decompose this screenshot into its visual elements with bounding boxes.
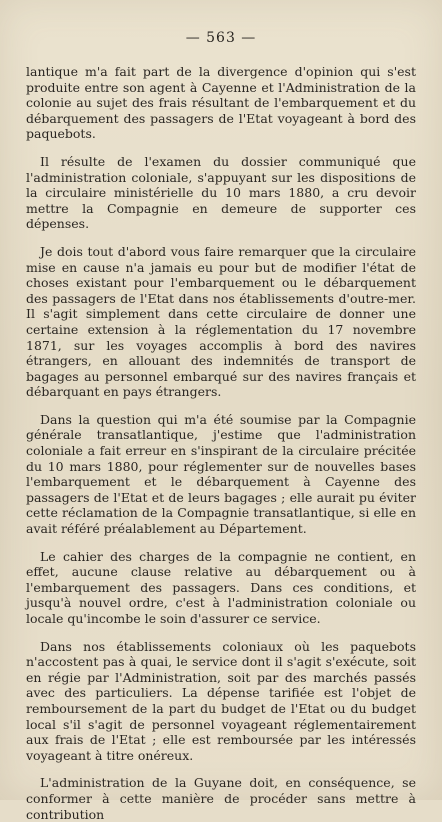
paragraph-3: Je dois tout d'abord vous faire remarquer que la circulaire mise en cause n'a jamais eu pour but de modifier l'état de choses existant pour l'embarquement ou le débarquement des passagers de l'Etat dans nos établissements d'outre-mer. Il s'agit simplement dans cette circulaire de donner une certaine extension à la réglementation du 17 novembre 1871, sur les voyages accomplis à bord des navires étrangers, en allouant des indemnités de transport de bagages au personnel embarqué sur des navires français et débarquant en pays étrangers. — [26, 243, 416, 400]
paragraph-1: lantique m'a fait part de la divergence d'opinion qui s'est produite entre son agent à Cayenne et l'Administration de la colonie au sujet des frais résultant de l'embarquement et du débarquement des passagers de l'Etat voyageant à bord des paquebots. — [26, 64, 416, 142]
page-number: — 563 — — [185, 30, 257, 46]
paragraph-2: Il résulte de l'examen du dossier communiqué que l'administration coloniale, s'appuyant sur les dispositions de la circulaire ministérielle du 10 mars 1880, a cru devoir mettre la Compagnie en demeure de supporter ces dépenses. — [26, 153, 416, 232]
paragraph-4: Dans la question qui m'a été soumise par la Compagnie générale transatlantique, j'estime que l'administration coloniale a fait erreur en s'inspirant de la circulaire précitée du 10 mars 1880, pour réglementer sur de nouvelles bases l'embarquement et le débarquement à Cayenne des passagers de l'Etat et de leurs bagages ; elle aurait pu éviter cette réclamation de la Compagnie transatlantique, si elle en avait référé préalablement au Département. — [26, 411, 416, 537]
paragraph-7: L'administration de la Guyane doit, en conséquence, se conformer à cette manière de procéder sans mettre à contribution — [26, 775, 416, 822]
paragraph-6: Dans nos établissements coloniaux où les paquebots n'accostent pas à quai, le service dont il s'agit s'exécute, soit en régie par l'Administration, soit par des marchés passés avec des particuliers. La dépense tarifiée est l'objet de remboursement de la part du budget de l'Etat ou du budget local s'il s'agit de personnel voyageant réglementairement aux frais de l'Etat ; elle est remboursée par les intéressés voyageant à titre onéreux. — [26, 638, 416, 763]
paragraph-5: Le cahier des charges de la compagnie ne contient, en effet, aucune clause relative au débarquement ou à l'embarquement des passagers. Dans ces conditions, et jusqu'à nouvel ordre, c'est à l'administration coloniale ou locale qu'incombe le soin d'assurer ce service. — [26, 548, 416, 626]
